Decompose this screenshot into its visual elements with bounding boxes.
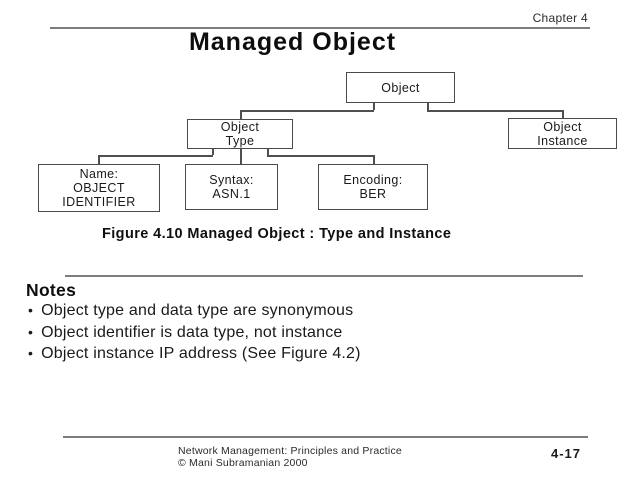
- notes-list: [28, 300, 361, 365]
- node-object-label: Object: [381, 80, 420, 95]
- connector-drop-object-type: [240, 110, 242, 119]
- notes-divider-line: [65, 275, 583, 277]
- footer-divider-line: [63, 436, 588, 438]
- node-object: [346, 72, 455, 103]
- figure-caption: Figure 4.10 Managed Object : Type and Instance: [102, 226, 452, 242]
- node-object-type-label-line2: Type: [225, 134, 255, 148]
- notes-bullet-2: • Object identifier is data type, not instance: [28, 322, 361, 344]
- node-syntax-asn1: [185, 164, 278, 210]
- connector-drop-object-instance: [562, 110, 564, 118]
- node-name-label-line2: OBJECT: [73, 181, 125, 195]
- connector-type-right-horizontal: [267, 155, 374, 157]
- connector-drop-name: [98, 155, 100, 164]
- node-name-label-line3: IDENTIFIER: [62, 195, 136, 209]
- connector-object-right-horizontal: [427, 110, 563, 112]
- notes-bullet-1: • Object type and data type are synonymous: [28, 300, 361, 322]
- node-name-object-identifier: [38, 164, 160, 212]
- connector-drop-encoding: [373, 155, 375, 164]
- connector-type-left-horizontal: [98, 155, 213, 157]
- node-syntax-label-line2: ASN.1: [212, 187, 251, 201]
- connector-type-right-riser: [267, 148, 269, 155]
- chapter-label: Chapter 4: [532, 11, 588, 25]
- node-object-instance: [508, 118, 617, 149]
- node-object-instance-label-line2: Instance: [537, 133, 588, 148]
- node-encoding-label-line2: BER: [359, 187, 387, 201]
- notes-bullet-3: • Object instance IP address (See Figure 4.2): [28, 343, 361, 365]
- footer-credit: [178, 446, 402, 469]
- notes-heading: Notes: [26, 280, 77, 300]
- footer-credit-line1: Network Management: Principles and Practice: [178, 445, 402, 457]
- connector-object-right-stub: [427, 103, 429, 110]
- connector-object-left-stub: [373, 103, 375, 110]
- node-object-type: [187, 119, 293, 149]
- node-object-instance-label-line1: Object: [543, 119, 582, 134]
- footer-credit-line2: © Mani Subramanian 2000: [178, 456, 308, 469]
- connector-type-left-riser: [212, 148, 214, 155]
- connector-drop-syntax: [240, 148, 242, 164]
- node-syntax-label-line1: Syntax:: [209, 173, 254, 187]
- page-title: Managed Object: [188, 28, 397, 56]
- connector-object-left-horizontal: [240, 110, 374, 112]
- page-number: 4-17: [551, 446, 582, 461]
- node-name-label-line1: Name:: [79, 167, 119, 181]
- node-object-type-label-line1: Object: [220, 120, 260, 134]
- node-encoding-ber: [318, 164, 428, 210]
- node-encoding-label-line1: Encoding:: [343, 173, 403, 187]
